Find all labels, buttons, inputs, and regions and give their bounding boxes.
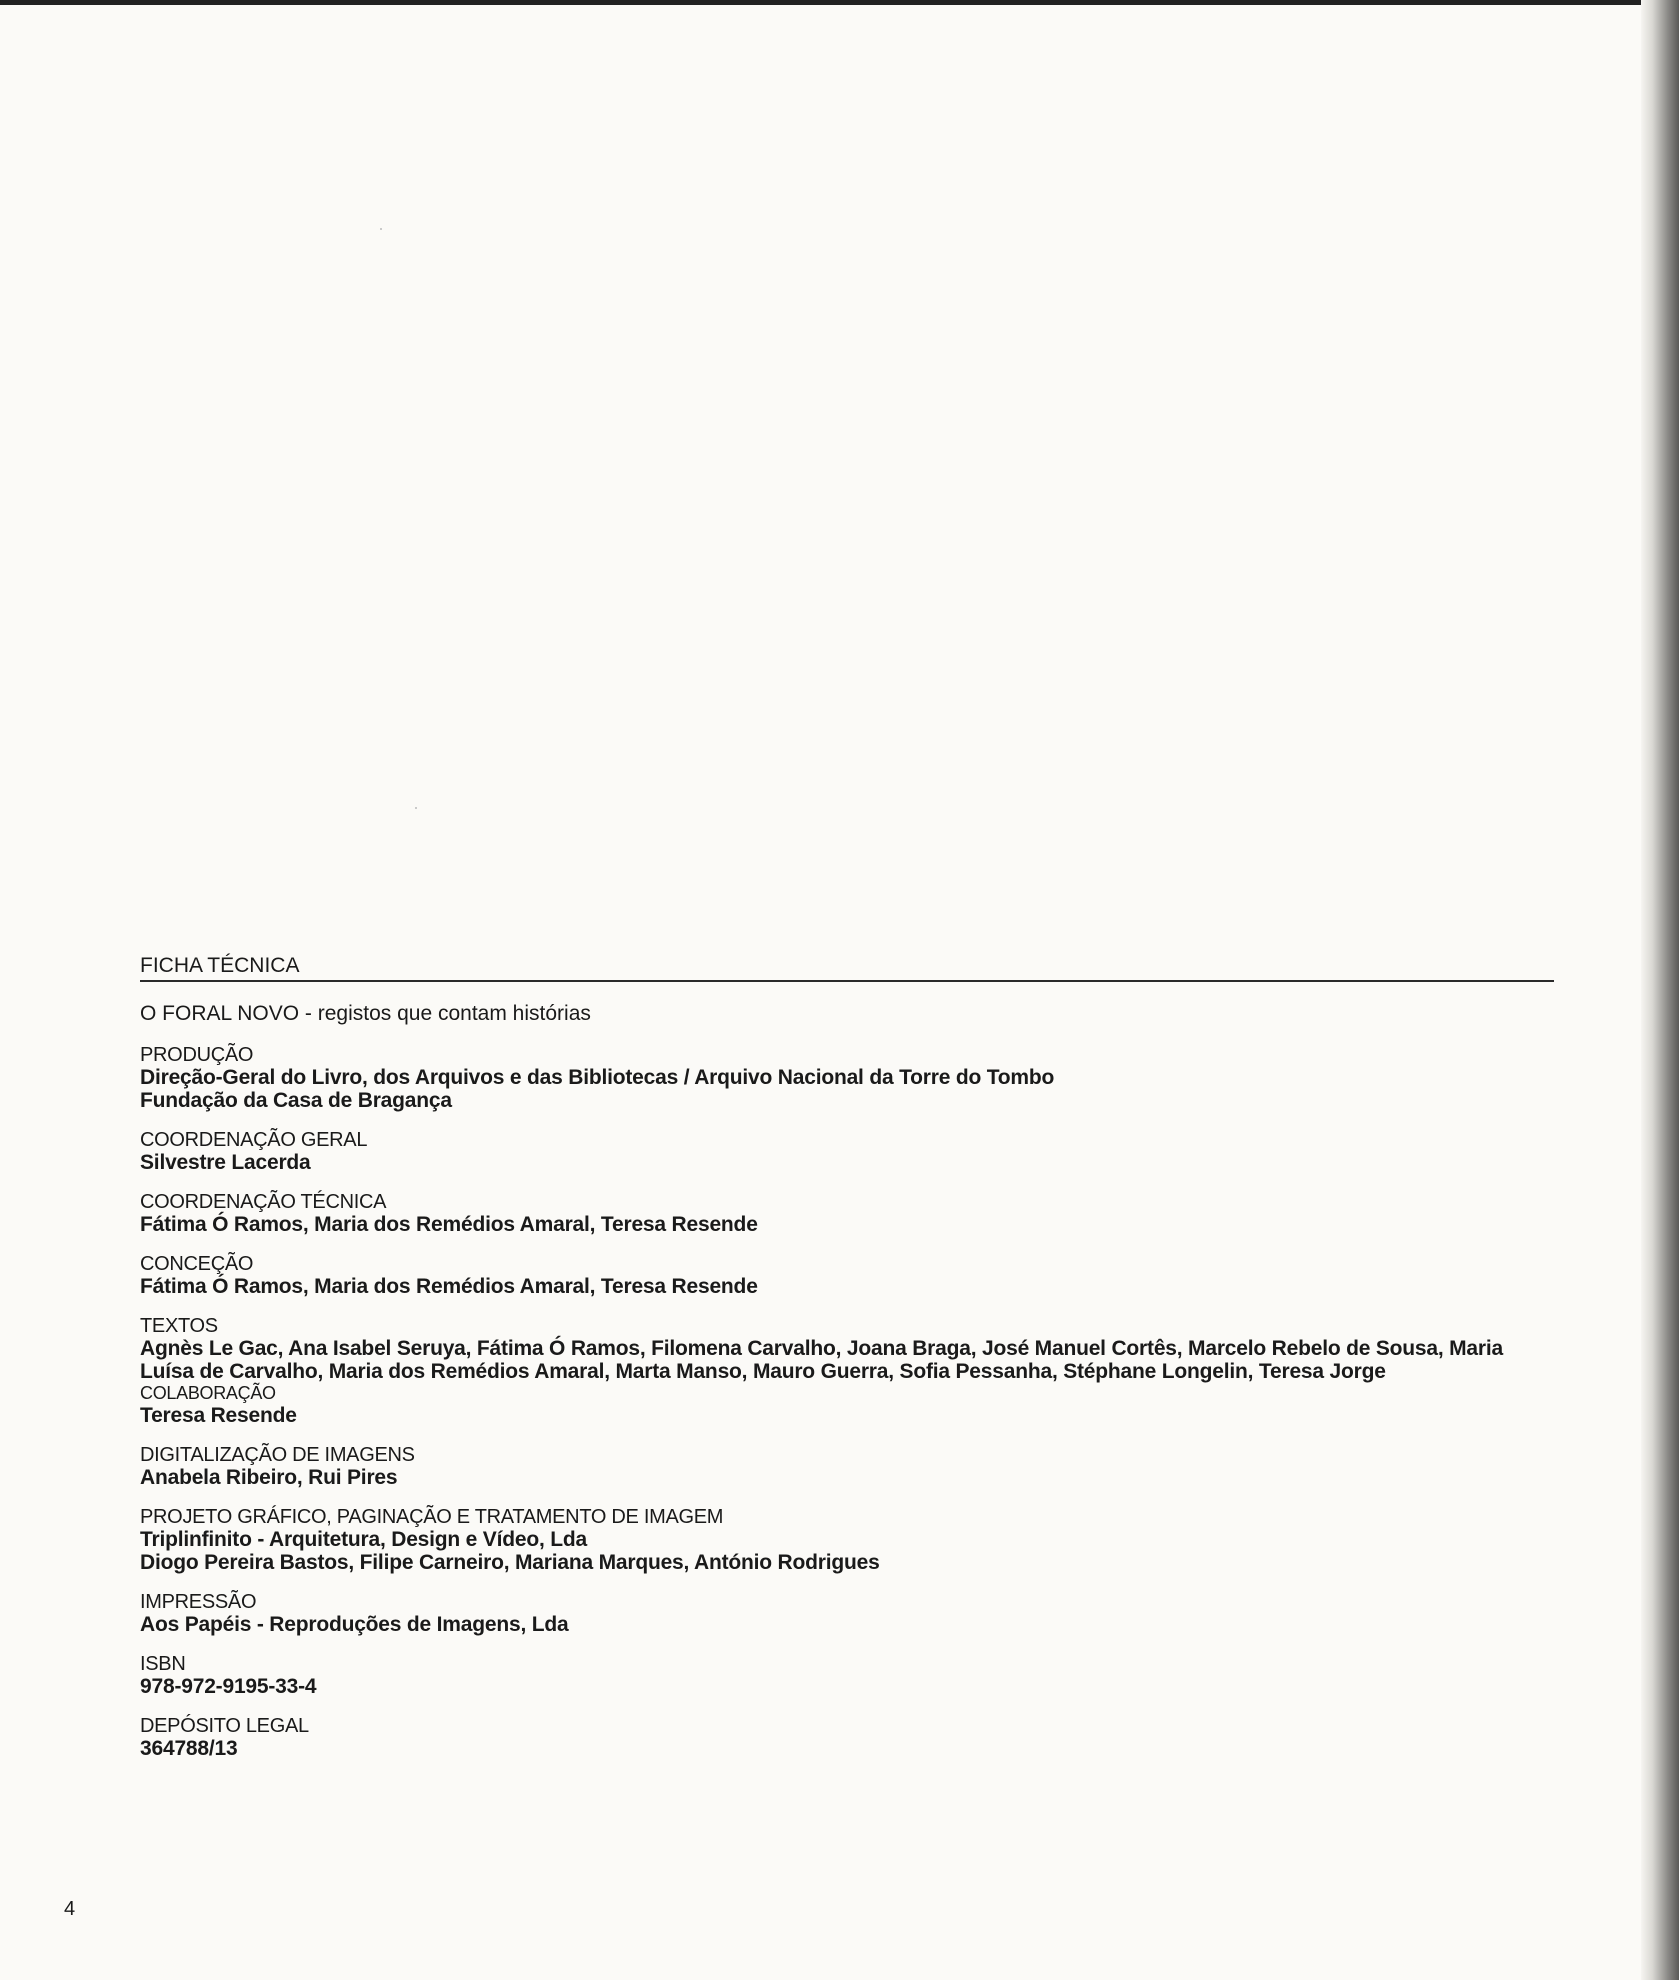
paper-speck [415, 807, 417, 809]
section-value: Triplinfinito - Arquitetura, Design e Vídeo, Lda [140, 1528, 587, 1551]
section-value: Teresa Resende [140, 1404, 297, 1427]
section-value: Aos Papéis - Reproduções de Imagens, Lda [140, 1613, 569, 1636]
section-producao [140, 1044, 1554, 1112]
section-value: 364788/13 [140, 1737, 238, 1760]
ficha-tecnica-heading: FICHA TÉCNICA [140, 952, 1554, 982]
section-value: Agnès Le Gac, Ana Isabel Seruya, Fátima Ó Ramos, Filomena Carvalho, Joana Braga, José Manuel Cortês, Marcelo Rebelo de Sousa, Maria [140, 1337, 1503, 1360]
section-label: DEPÓSITO LEGAL [140, 1715, 309, 1737]
section-label: DIGITALIZAÇÃO DE IMAGENS [140, 1444, 415, 1466]
section-label: IMPRESSÃO [140, 1591, 257, 1613]
section-label: PROJETO GRÁFICO, PAGINAÇÃO E TRATAMENTO DE IMAGEM [140, 1506, 724, 1528]
section-coordenacao-geral [140, 1129, 1554, 1174]
section-value: Direção-Geral do Livro, dos Arquivos e das Bibliotecas / Arquivo Nacional da Torre do Tombo [140, 1066, 1055, 1089]
paper-speck [380, 228, 382, 230]
section-value: Silvestre Lacerda [140, 1151, 311, 1174]
section-value: Fátima Ó Ramos, Maria dos Remédios Amaral, Teresa Resende [140, 1275, 758, 1298]
section-label: COORDENAÇÃO TÉCNICA [140, 1191, 387, 1213]
section-colaboracao [140, 1383, 1554, 1427]
section-value: Fundação da Casa de Bragança [140, 1089, 452, 1112]
section-coordenacao-tecnica [140, 1191, 1554, 1236]
section-value: 978-972-9195-33-4 [140, 1675, 317, 1698]
section-value: Anabela Ribeiro, Rui Pires [140, 1466, 398, 1489]
page-binding-shadow [1641, 0, 1679, 1980]
section-value: Fátima Ó Ramos, Maria dos Remédios Amaral, Teresa Resende [140, 1213, 758, 1236]
work-title: O FORAL NOVO - registos que contam histórias [140, 1002, 591, 1025]
section-label: CONCEÇÃO [140, 1253, 254, 1275]
section-label: ISBN [140, 1653, 186, 1675]
section-digitalizacao [140, 1444, 1554, 1489]
section-value: Diogo Pereira Bastos, Filipe Carneiro, Mariana Marques, António Rodrigues [140, 1551, 880, 1574]
top-border-rule [0, 0, 1650, 5]
colophon [140, 952, 1554, 1760]
section-label: PRODUÇÃO [140, 1044, 254, 1066]
section-isbn [140, 1653, 1554, 1698]
section-value: Luísa de Carvalho, Maria dos Remédios Amaral, Marta Manso, Mauro Guerra, Sofia Pessanha, Stéphane Longelin, Teresa Jorge [140, 1360, 1386, 1383]
section-projeto-grafico [140, 1506, 1554, 1574]
page-number: 4 [64, 1898, 76, 1920]
section-label: COORDENAÇÃO GERAL [140, 1129, 368, 1151]
section-label: COLABORAÇÃO [140, 1383, 276, 1403]
section-deposito-legal [140, 1715, 1554, 1760]
section-impressao [140, 1591, 1554, 1636]
section-concecao [140, 1253, 1554, 1298]
section-textos [140, 1315, 1554, 1383]
section-label: TEXTOS [140, 1315, 218, 1337]
